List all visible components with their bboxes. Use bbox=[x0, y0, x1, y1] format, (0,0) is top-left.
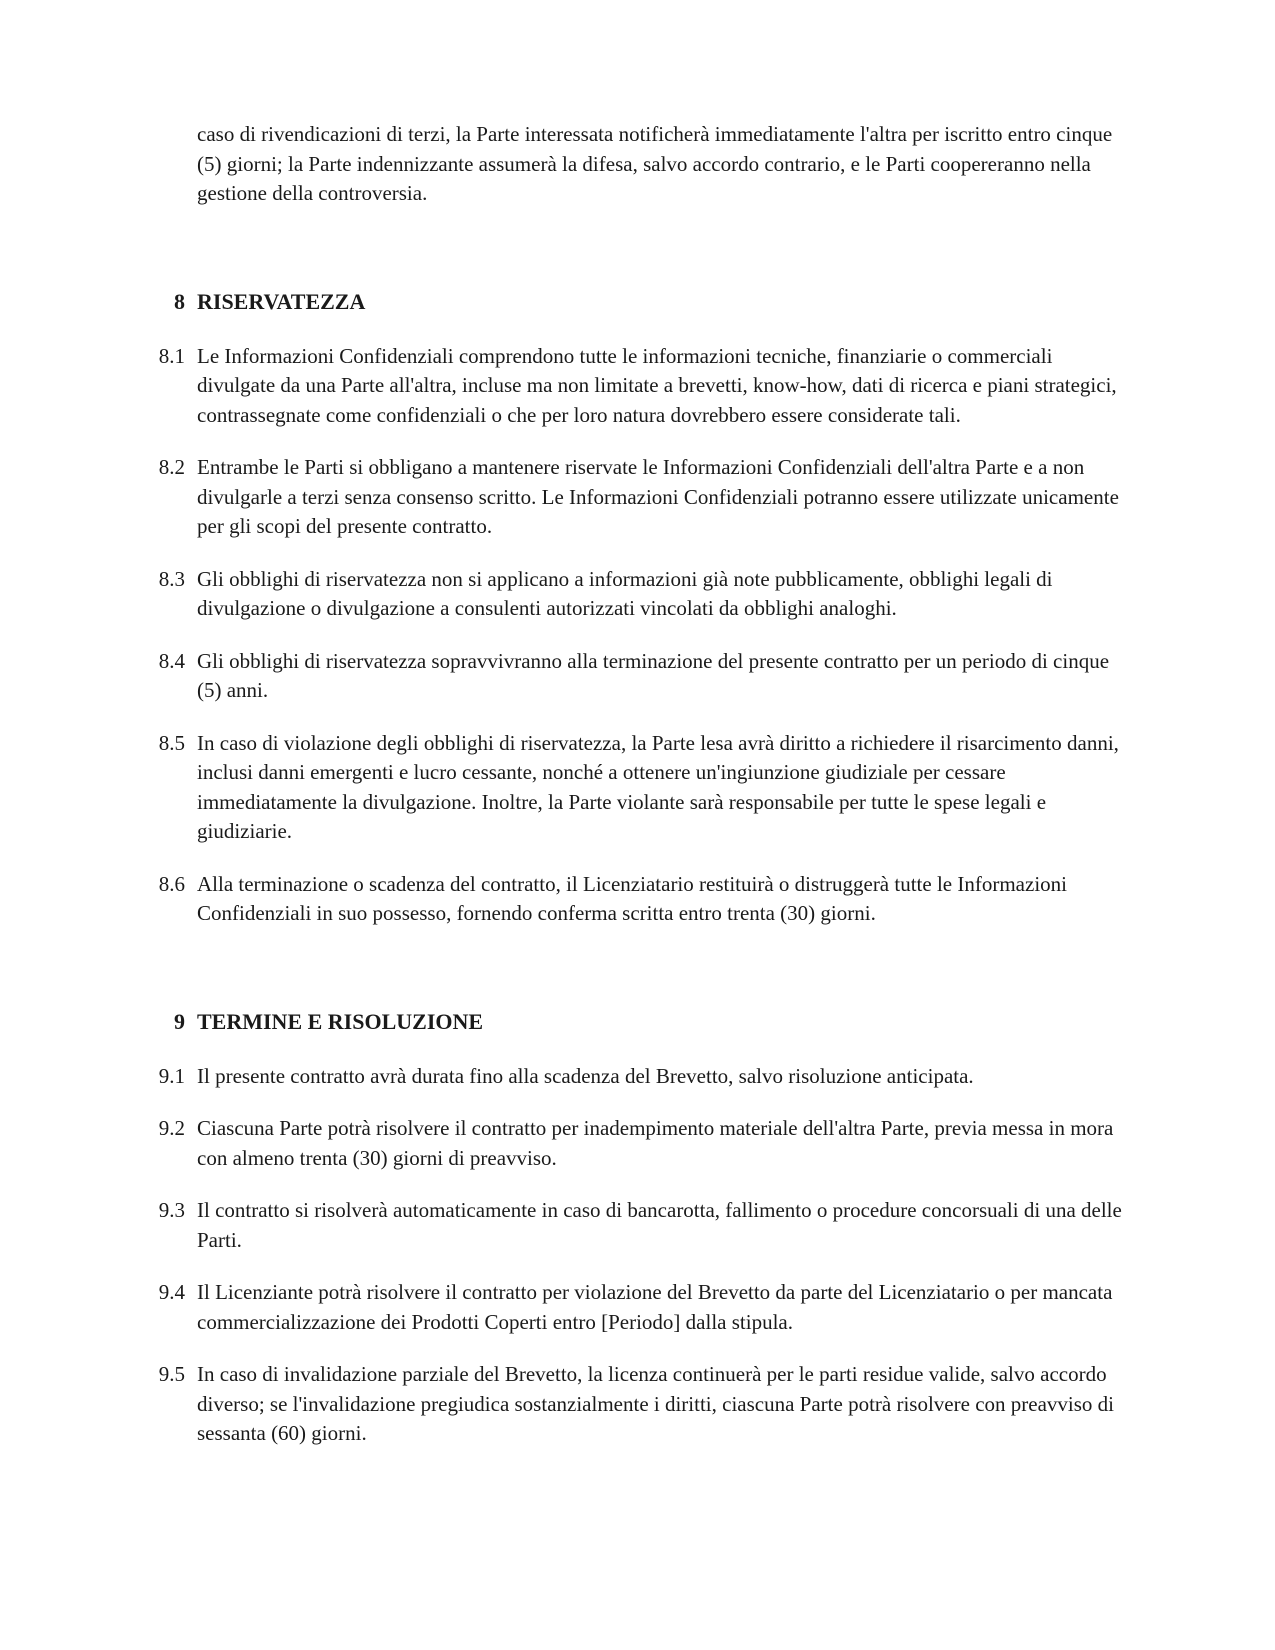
clause-text: Alla terminazione o scadenza del contratto, il Licenziatario restituirà o distruggerà tutte le Informazioni Confidenziali in suo possesso, fornendo conferma scritta entro trenta (30) giorni. bbox=[197, 871, 1067, 925]
clause-text: Le Informazioni Confidenziali comprendono tutte le informazioni tecniche, finanziarie o commerciali divulgate da una Parte all'altra, incluse ma non limitate a brevetti, know-how, dati di ricerca e piani strategici, contrassegnate come confidenziali o che per loro natura dovrebbero essere considerate tali. bbox=[197, 343, 1117, 427]
clause-9-3 bbox=[148, 1196, 1125, 1255]
clause-number: 8.5 bbox=[158, 730, 185, 755]
section-8-heading bbox=[148, 287, 1125, 317]
section-9-number: 9 bbox=[174, 1008, 185, 1034]
clause-9-5 bbox=[148, 1360, 1125, 1449]
clause-number: 8.3 bbox=[158, 566, 185, 591]
clause-9-4 bbox=[148, 1278, 1125, 1337]
section-8-title: RISERVATEZZA bbox=[197, 288, 366, 314]
clause-number: 9.4 bbox=[158, 1280, 185, 1304]
clause-text: In caso di invalidazione parziale del Brevetto, la licenza continuerà per le parti residue valide, salvo accordo diverso; se l'invalidazione pregiudica sostanzialmente i diritti, ciascuna Parte potrà risolvere con preavviso di sessanta (60) giorni. bbox=[197, 1362, 1114, 1445]
clause-number: 9.1 bbox=[158, 1063, 185, 1088]
clause-8-4 bbox=[148, 647, 1125, 706]
clause-number: 8.2 bbox=[158, 455, 185, 479]
clause-text: Ciascuna Parte potrà risolvere il contratto per inadempimento materiale dell'altra Parte, previa messa in mora con almeno trenta (30) giorni di preavviso. bbox=[197, 1116, 1114, 1170]
clause-text: Gli obblighi di riservatezza sopravvivranno alla terminazione del presente contratto per un periodo di cinque (5) anni. bbox=[197, 648, 1110, 702]
clause-number: 8.1 bbox=[158, 343, 185, 368]
clause-8-3 bbox=[148, 565, 1125, 624]
clause-8-5 bbox=[148, 729, 1125, 847]
clause-number: 8.4 bbox=[158, 648, 185, 673]
clause-number: 9.2 bbox=[158, 1116, 185, 1140]
section-9-heading bbox=[148, 1007, 1125, 1037]
clause-number: 9.3 bbox=[158, 1198, 185, 1222]
clause-number: 8.6 bbox=[158, 871, 185, 896]
clause-text: Entrambe le Parti si obbligano a mantenere riservate le Informazioni Confidenziali dell'altra Parte e a non divulgarle a terzi senza consenso scritto. Le Informazioni Confidenziali potranno essere utilizzate unicamente per gli scopi del presente contratto. bbox=[197, 455, 1119, 538]
clause-9-2 bbox=[148, 1114, 1125, 1173]
clause-8-1 bbox=[148, 342, 1125, 431]
section-8-number: 8 bbox=[174, 288, 185, 314]
section-9-title: TERMINE E RISOLUZIONE bbox=[197, 1008, 484, 1034]
clause-9-1 bbox=[148, 1062, 1125, 1092]
clause-text: In caso di violazione degli obblighi di riservatezza, la Parte lesa avrà diritto a richiedere il risarcimento danni, inclusi danni emergenti e lucro cessante, nonché a ottenere un'ingiunzione giudiziale per cessare immediatamente la divulgazione. Inoltre, la Parte violante sarà responsabile per tutte le spese legali e giudiziarie. bbox=[197, 730, 1119, 843]
clause-text: Il Licenziante potrà risolvere il contratto per violazione del Brevetto da parte del Licenziatario o per mancata commercializzazione dei Prodotti Coperti entro [Periodo] dalla stipula. bbox=[197, 1280, 1113, 1334]
clause-text: Il contratto si risolverà automaticamente in caso di bancarotta, fallimento o procedure concorsuali di una delle Parti. bbox=[197, 1198, 1122, 1252]
clause-8-2 bbox=[148, 453, 1125, 542]
clause-8-6 bbox=[148, 870, 1125, 929]
clause-text: Gli obblighi di riservatezza non si applicano a informazioni già note pubblicamente, obblighi legali di divulgazione o divulgazione a consulenti autorizzati vincolati da obblighi analoghi. bbox=[197, 566, 1053, 620]
continuation-paragraph: caso di rivendicazioni di terzi, la Parte interessata notificherà immediatamente l'altra per iscritto entro cinque (5) giorni; la Parte indennizzante assumerà la difesa, salvo accordo contrario, e le Parti coopereranno nella gestione della controversia. bbox=[197, 122, 1113, 205]
clause-text: Il presente contratto avrà durata fino alla scadenza del Brevetto, salvo risoluzione anticipata. bbox=[197, 1063, 974, 1088]
clause-number: 9.5 bbox=[158, 1362, 185, 1386]
